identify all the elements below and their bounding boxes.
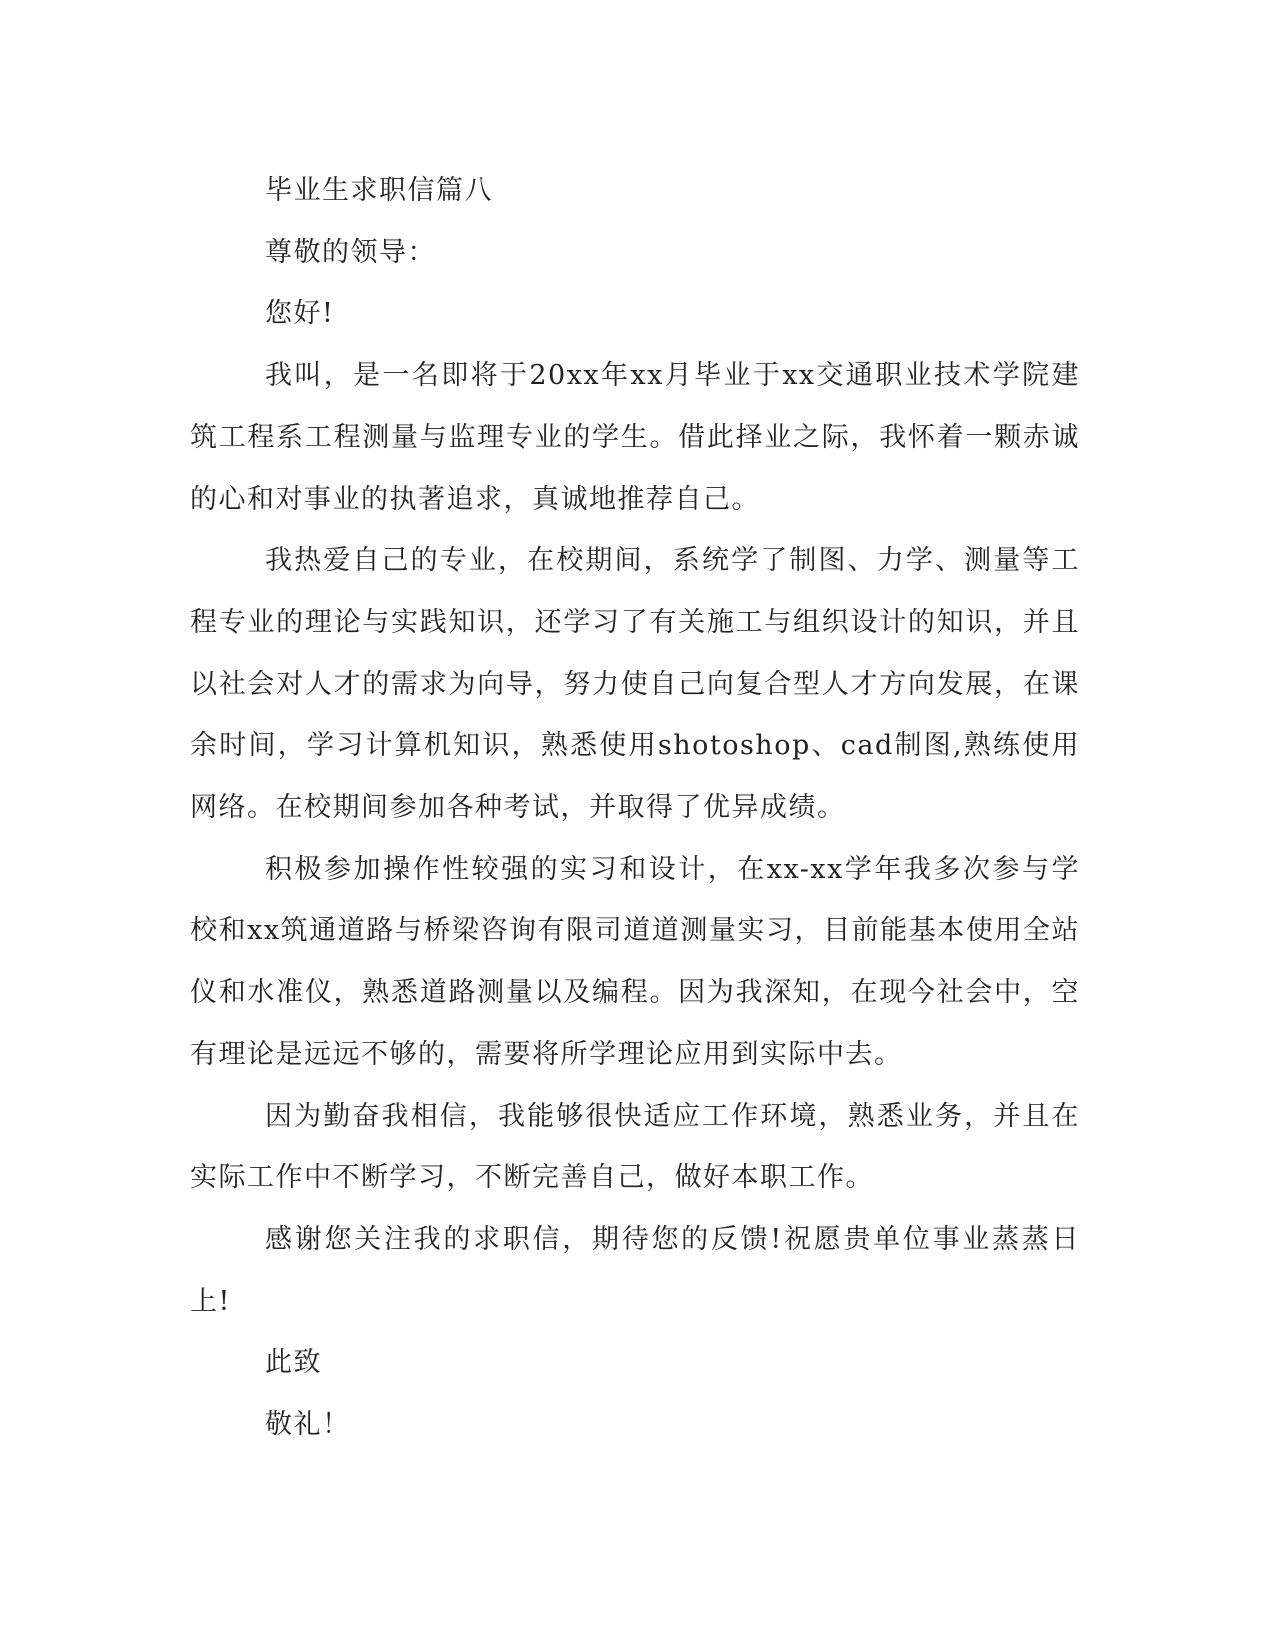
- paragraph-thanks: 感谢您关注我的求职信，期待您的反馈!祝愿贵单位事业蒸蒸日上!: [190, 1223, 1080, 1317]
- greeting: 您好!: [265, 298, 335, 330]
- paragraph-commitment: 因为勤奋我相信，我能够很快适应工作环境，熟悉业务，并且在实际工作中不断学习，不断完善自己，做好本职工作。: [190, 1100, 1080, 1194]
- paragraph-skills: 我热爱自己的专业，在校期间，系统学了制图、力学、测量等工程专业的理论与实践知识，还学习了有关施工与组织设计的知识，并且以社会对人才的需求为向导，努力使自己向复合型人才方向发展，在课余时间，学习计算机知识，熟悉使用shotoshop、cad制图,熟练使用网络。在校期间参加各种考试，并取得了优异成绩。: [190, 545, 1080, 824]
- paragraph-practice: 积极参加操作性较强的实习和设计，在xx-xx学年我多次参与学校和xx筑通道路与桥梁咨询有限司道道测量实习，目前能基本使用全站仪和水准仪，熟悉道路测量以及编程。因为我深知，在现今社会中，空有理论是远远不够的，需要将所学理论应用到实际中去。: [190, 853, 1080, 1070]
- letter-body: [190, 160, 1080, 1456]
- salutation: 尊敬的领导：: [265, 236, 436, 268]
- paragraph-introduction: 我叫，是一名即将于20xx年xx月毕业于xx交通职业技术学院建筑工程系工程测量与监理专业的学生。借此择业之际，我怀着一颗赤诚的心和对事业的执著追求，真诚地推荐自己。: [190, 360, 1080, 515]
- letter-title: 毕业生求职信篇八: [265, 175, 493, 206]
- closing: 此致: [265, 1347, 322, 1379]
- regards: 敬礼！: [265, 1409, 351, 1441]
